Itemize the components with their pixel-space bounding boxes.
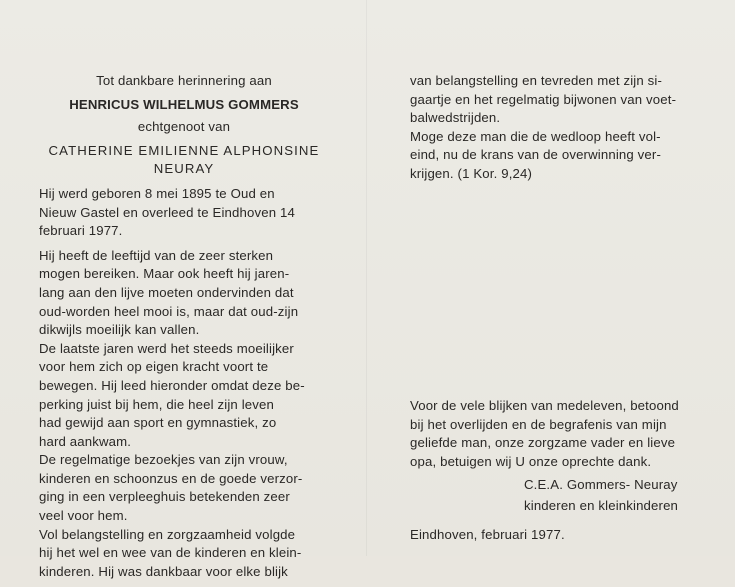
text-line: Nieuw Gastel en overleed te Eindhoven 14: [39, 204, 295, 220]
text-line: balwedstrijden.: [410, 110, 501, 126]
spouse-label: echtgenoot van: [137, 119, 231, 135]
text-line: perking juist bij hem, die heel zijn leven: [39, 396, 275, 412]
text-line: geliefde man, onze zorgzame vader en lieve: [410, 435, 676, 451]
text-line: gaartje en het regelmatig bijwonen van voet-: [410, 91, 677, 107]
text-line: Moge deze man die de wedloop heeft vol-: [410, 128, 661, 144]
right-panel: [410, 72, 700, 190]
text-line: kinderen en schoonzus en de goede verzor-: [39, 470, 303, 486]
text-line: krijgen. (1 Kor. 9,24): [410, 165, 533, 181]
text-line: ging in een verpleeghuis betekenden zeer: [39, 489, 290, 505]
text-line: oud-worden heel mooi is, maar dat oud-zijn: [39, 303, 299, 319]
text-line: hij het wel en wee van de kinderen en klein-: [39, 545, 302, 561]
text-line: hard aankwam.: [39, 433, 132, 449]
text-line: eind, nu de krans van de overwinning ver-: [410, 147, 661, 163]
interest-paragraph: [39, 526, 329, 582]
text-line: veel voor hem.: [39, 508, 128, 524]
left-panel: [39, 72, 329, 587]
last-years-paragraph: [39, 340, 329, 452]
text-line: Vol belangstelling en zorgzaamheid volgde: [39, 526, 296, 542]
age-paragraph: [39, 247, 329, 340]
text-line: opa, betuigen wij U onze oprechte dank.: [410, 453, 652, 469]
spouse-name-line2: NEURAY: [153, 161, 215, 177]
continuation-paragraph: [410, 72, 700, 128]
text-line: Hij heeft de leeftijd van de zeer sterken: [39, 247, 274, 263]
place-date: Eindhoven, februari 1977.: [410, 526, 565, 542]
text-line: voor hem zich op eigen kracht voort te: [39, 359, 269, 375]
birth-death-paragraph: [39, 185, 329, 241]
intro-line: Tot dankbare herinnering aan: [96, 73, 272, 88]
text-line: De regelmatige bezoekjes van zijn vrouw,: [39, 452, 288, 468]
text-line: van belangstelling en tevreden met zijn si-: [410, 73, 663, 88]
text-line: bewegen. Hij leed hieronder omdat deze be-: [39, 377, 305, 393]
text-line: kinderen. Hij was dankbaar voor elke blijk: [39, 563, 288, 579]
bible-verse-paragraph: [410, 128, 700, 184]
signature-name: C.E.A. Gommers- Neuray: [524, 477, 678, 493]
signature-family: kinderen en kleinkinderen: [524, 497, 679, 513]
text-line: februari 1977.: [39, 223, 123, 239]
thanks-paragraph: [410, 397, 710, 471]
card-fold: [366, 0, 367, 556]
text-line: mogen bereiken. Maar ook heeft hij jaren-: [39, 266, 290, 282]
visits-paragraph: [39, 451, 329, 525]
deceased-name: HENRICUS WILHELMUS GOMMERS: [69, 96, 299, 112]
text-line: bij het overlijden en de begrafenis van mijn: [410, 416, 667, 432]
text-line: Voor de vele blijken van medeleven, betoond: [410, 398, 679, 413]
text-line: dikwijls moeilijk kan vallen.: [39, 322, 200, 338]
text-line: De laatste jaren werd het steeds moeilijker: [39, 340, 294, 356]
text-line: lang aan den lijve moeten ondervinden dat: [39, 284, 294, 300]
thanks-block: [410, 397, 710, 544]
text-line: Hij werd geboren 8 mei 1895 te Oud en: [39, 185, 275, 201]
text-line: had gewijd aan sport en gymnastiek, zo: [39, 415, 277, 431]
spouse-name-line1: CATHERINE EMILIENNE ALPHONSINE: [48, 142, 320, 158]
